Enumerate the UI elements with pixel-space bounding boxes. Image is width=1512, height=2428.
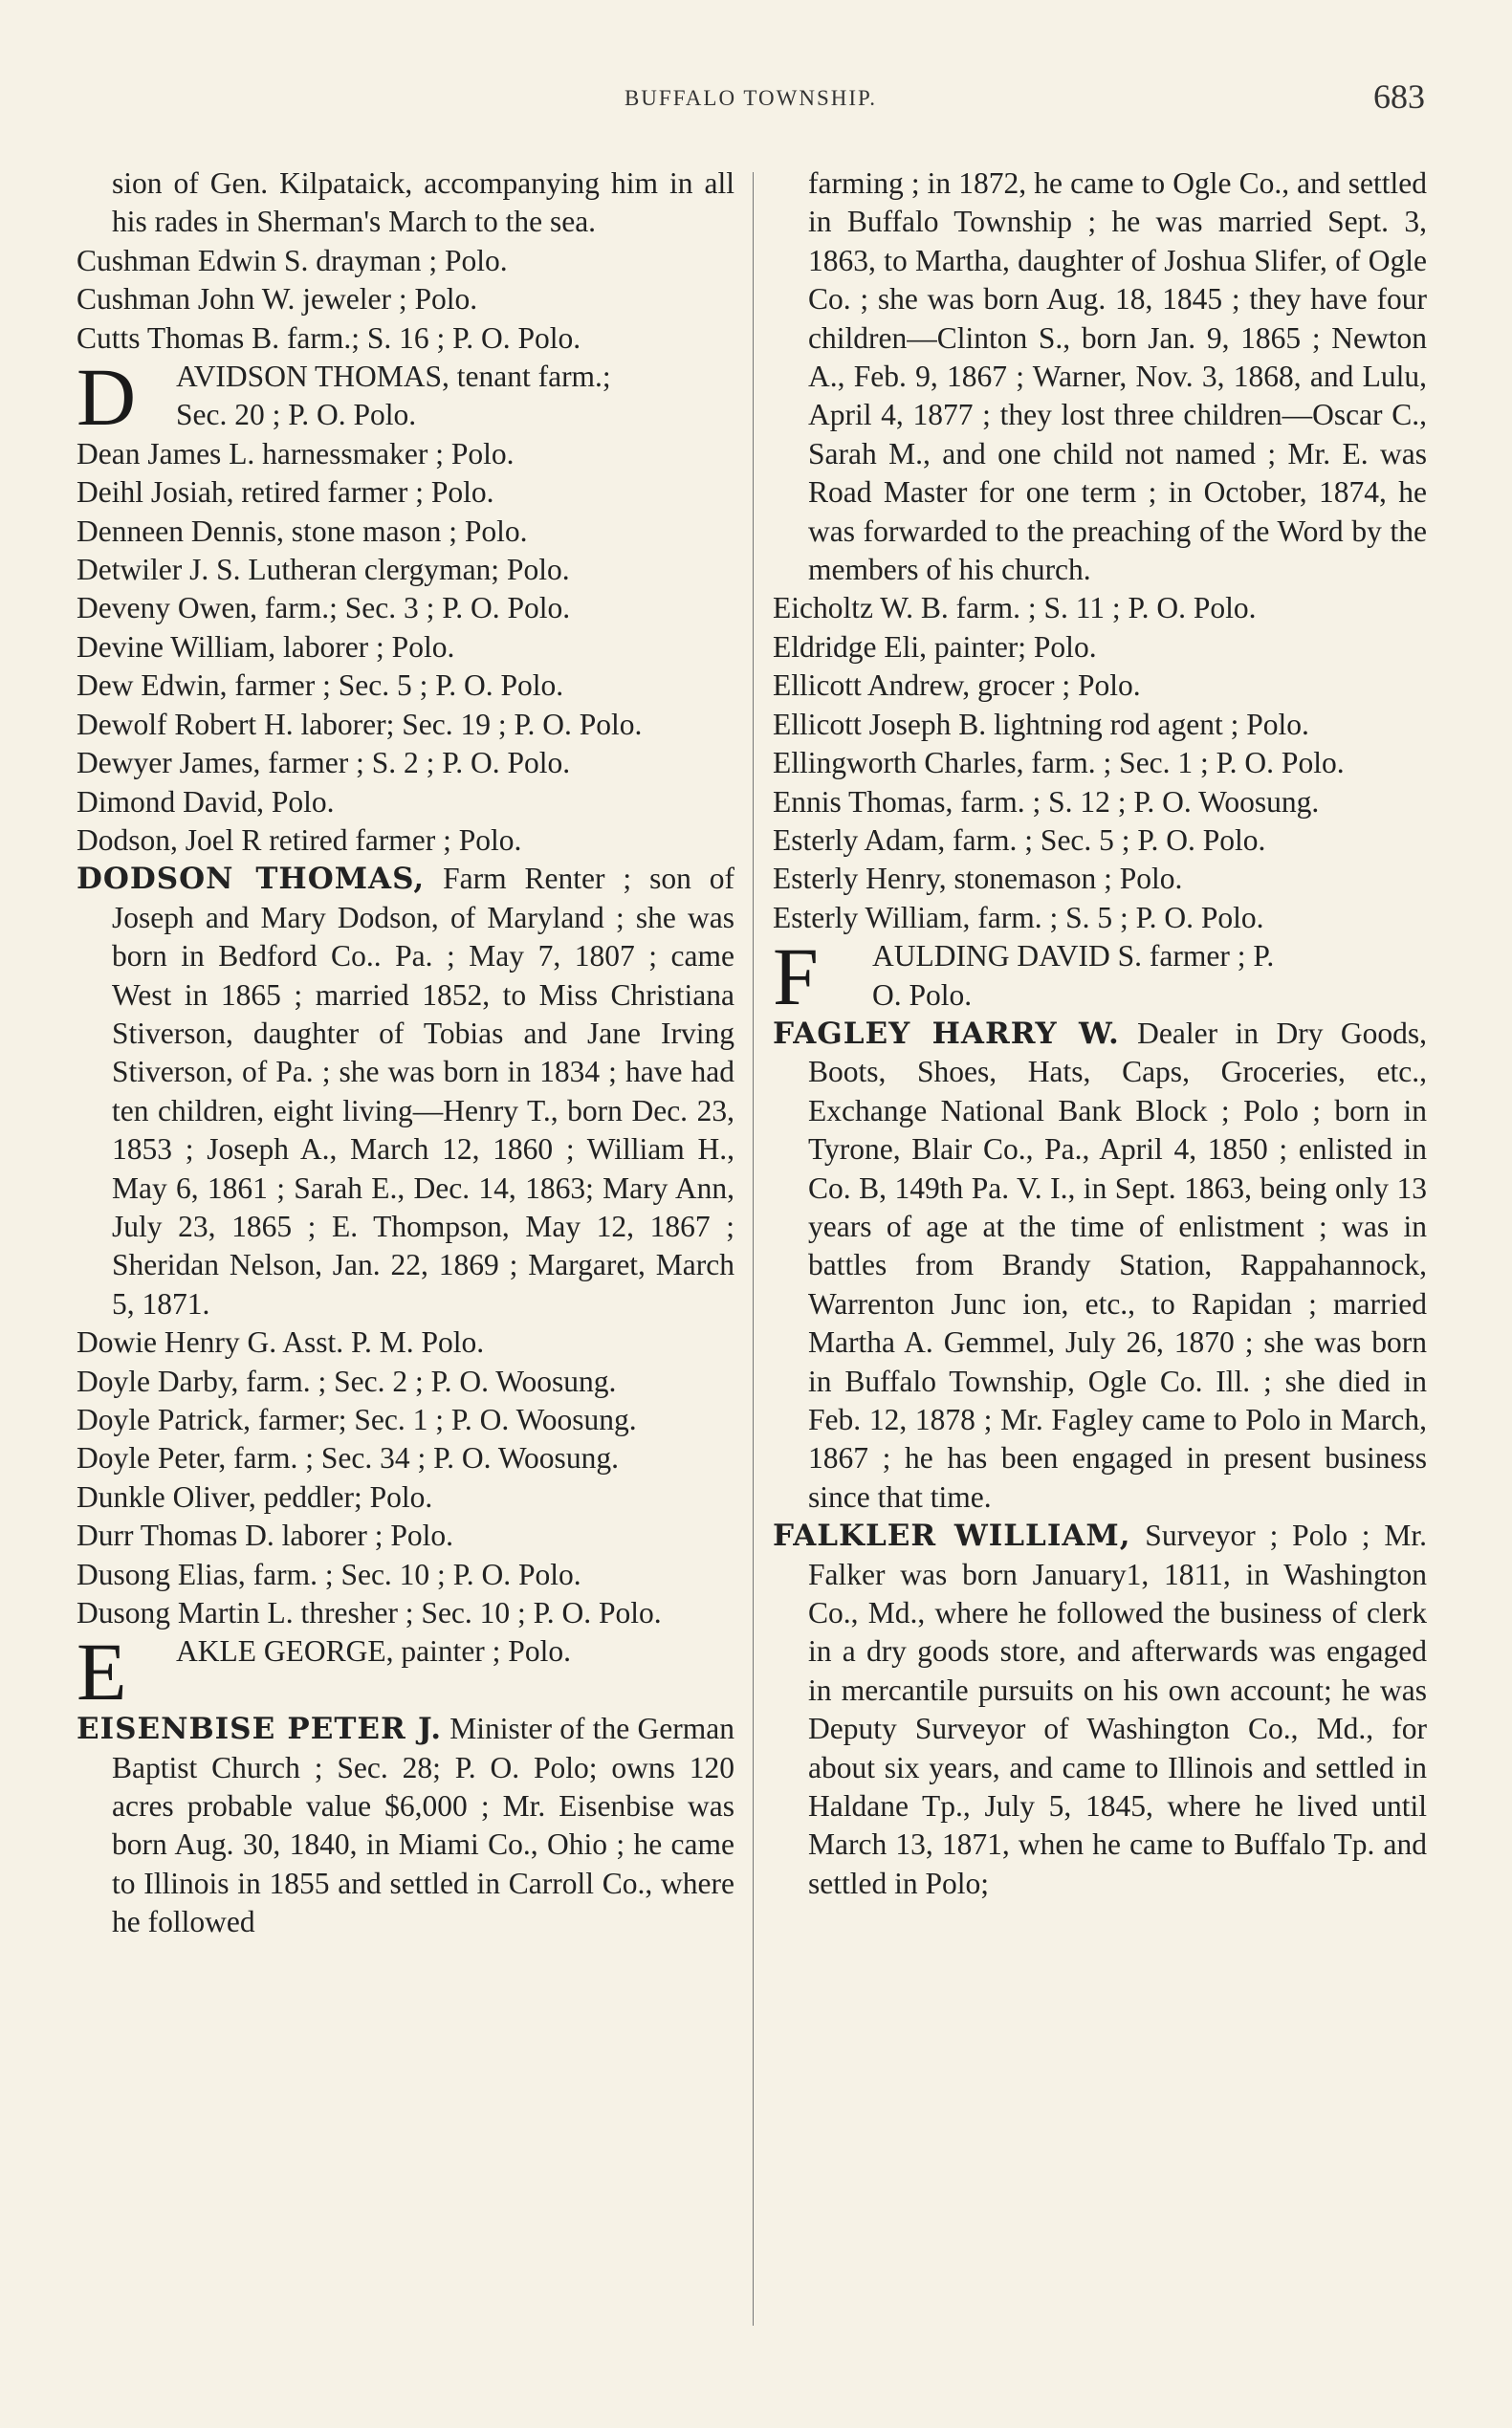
directory-entry: Dunkle Oliver, peddler; Polo.	[77, 1479, 433, 1514]
directory-entry: Doyle Patrick, farmer; Sec. 1 ; P. O. Woosung.	[77, 1403, 637, 1436]
directory-entry: Detwiler J. S. Lutheran clergyman; Polo.	[77, 553, 570, 587]
directory-entry: Cushman Edwin S. drayman ; Polo.	[77, 243, 508, 277]
page-header	[77, 75, 1425, 122]
directory-entry: Eldridge Eli, painter; Polo.	[773, 629, 1097, 664]
directory-entry: AKLE GEORGE, painter ; Polo.	[176, 1634, 571, 1669]
letter-section-e	[77, 1626, 734, 1718]
biography-entry	[77, 1710, 734, 1941]
directory-entry: Dewolf Robert H. laborer; Sec. 19 ; P. O. Polo.	[77, 707, 643, 741]
directory-entry: Ennis Thomas, farm. ; S. 12 ; P. O. Woosung.	[773, 784, 1320, 819]
biography-text: Dealer in Dry Goods, Boots, Shoes, Hats, Caps, Groceries, etc., Exchange National Bank Block ; Polo ; born in Tyrone, Blair Co., Pa., April 4, 1850 ; enlisted in Co. B, 149th Pa. V. I., in Sept. 1863, being only 13 years of age at the time of enlistment ; was in battles from Brandy Station, Rappahannock, Warrenton Junc ion, etc., to Rapidan ; married Martha A. Gemmel, July 26, 1870 ; she was born in Buffalo Township, Ogle Co. Ill. ; she died in Feb. 12, 1878 ; Mr. Fagley came to Polo in March, 1867 ; he has been engaged in present business since that time.	[808, 1016, 1427, 1514]
directory-entry: Esterly William, farm. ; S. 5 ; P. O. Polo.	[773, 900, 1264, 934]
drop-cap: E	[77, 1626, 127, 1718]
directory-entry: Durr Thomas D. laborer ; Polo.	[77, 1519, 453, 1553]
directory-entry: Cushman John W. jeweler ; Polo.	[77, 282, 478, 317]
running-title: BUFFALO TOWNSHIP.	[624, 86, 878, 110]
directory-entry: Dimond David, Polo.	[77, 784, 335, 819]
letter-section-f	[773, 930, 1427, 1023]
directory-entry: Ellicott Joseph B. lightning rod agent ; Polo.	[773, 707, 1309, 741]
directory-entry: sion of Gen. Kilpataick, accompanying him in all his rades in Sherman's March to the sea.	[112, 166, 734, 239]
left-column	[77, 164, 734, 1942]
directory-entry: Dew Edwin, farmer ; Sec. 5 ; P. O. Polo.	[77, 668, 564, 703]
directory-entry: Dusong Elias, farm. ; Sec. 10 ; P. O. Polo.	[77, 1557, 581, 1591]
directory-entry: Doyle Darby, farm. ; Sec. 2 ; P. O. Woosung.	[77, 1364, 617, 1398]
right-column	[773, 164, 1427, 1903]
directory-entry: Doyle Peter, farm. ; Sec. 34 ; P. O. Woosung.	[77, 1441, 619, 1476]
directory-entry: Cutts Thomas B. farm.; S. 16 ; P. O. Polo.	[77, 320, 581, 355]
biography-name: FAGLEY HARRY W.	[773, 1016, 1120, 1051]
page-number: 683	[1373, 77, 1425, 116]
biography-name: FALKLER WILLIAM,	[773, 1519, 1131, 1554]
directory-entry: Denneen Dennis, stone mason ; Polo.	[77, 514, 528, 548]
letter-section-d	[77, 351, 734, 444]
directory-entry-continuation: Sec. 20 ; P. O. Polo.	[176, 398, 417, 432]
drop-cap: F	[773, 930, 819, 1023]
directory-entry: Ellicott Andrew, grocer ; Polo.	[773, 668, 1141, 703]
biography-name: DODSON THOMAS,	[77, 862, 426, 897]
biography-entry	[773, 1517, 1427, 1903]
directory-entry: AULDING DAVID S. farmer ; P.	[872, 939, 1275, 973]
directory-entry: Dodson, Joel R retired farmer ; Polo.	[77, 822, 522, 857]
directory-entry: Dewyer James, farmer ; S. 2 ; P. O. Polo.	[77, 746, 571, 780]
directory-entry: Deveny Owen, farm.; Sec. 3 ; P. O. Polo.	[77, 591, 571, 625]
directory-entry: Eicholtz W. B. farm. ; S. 11 ; P. O. Polo.	[773, 591, 1257, 625]
directory-entry: Deihl Josiah, retired farmer ; Polo.	[77, 475, 494, 510]
directory-entry: Esterly Adam, farm. ; Sec. 5 ; P. O. Polo.	[773, 822, 1266, 857]
directory-entry: Ellingworth Charles, farm. ; Sec. 1 ; P. O. Polo.	[773, 746, 1345, 780]
biography-name: EISENBISE PETER J.	[77, 1712, 443, 1747]
directory-entry-continuation: O. Polo.	[872, 977, 973, 1012]
directory-entry: Dean James L. harnessmaker ; Polo.	[77, 436, 515, 470]
biography-text: Minister of the German Baptist Church ; Sec. 28; P. O. Polo; owns 120 acres probable value $6,000 ; Mr. Eisenbise was born Aug. 30, 1840, in Miami Co., Ohio ; he came to Illinois in 1855 and settled in Carroll Co., where he followed	[112, 1712, 734, 1939]
directory-entry: Esterly Henry, stonemason ; Polo.	[773, 862, 1183, 896]
drop-cap: D	[77, 351, 137, 444]
directory-entry: Devine William, laborer ; Polo.	[77, 629, 455, 664]
biography-continuation: farming ; in 1872, he came to Ogle Co., and settled in Buffalo Township ; he was married Sept. 3, 1863, to Martha, daughter of Joshua Slifer, of Ogle Co. ; she was born Aug. 18, 1845 ; they have four children—Clinton S., born Jan. 9, 1865 ; Newton A., Feb. 9, 1867 ; Warner, Nov. 3, 1868, and Lulu, April 4, 1877 ; they lost three children—Oscar C., Sarah M., and one child not named ; Mr. E. was Road Master for one term ; in October, 1874, he was forwarded to the preaching of the Word by the members of his church.	[808, 166, 1427, 587]
directory-entry: Dowie Henry G. Asst. P. M. Polo.	[77, 1325, 485, 1360]
directory-entry: Dusong Martin L. thresher ; Sec. 10 ; P. O. Polo.	[77, 1596, 662, 1630]
directory-entry: AVIDSON THOMAS, tenant farm.;	[176, 360, 611, 394]
biography-entry	[773, 1015, 1427, 1517]
column-divider	[753, 172, 754, 2326]
biography-text: Surveyor ; Polo ; Mr. Falker was born January1, 1811, in Washington Co., Md., where he followed the business of clerk in a dry goods store, and afterwards was engaged in mercantile pursuits on his own account; he was Deputy Surveyor of Washington Co., Md., for about six years, and came to Illinois and settled in Haldane Tp., July 5, 1845, where he lived until March 13, 1871, when he came to Buffalo Tp. and settled in Polo;	[808, 1519, 1427, 1900]
biography-entry	[77, 860, 734, 1323]
biography-text: Farm Renter ; son of Joseph and Mary Dodson, of Maryland ; she was born in Bedford Co.. Pa. ; May 7, 1807 ; came West in 1865 ; married 1852, to Miss Christiana Stiverson, daughter of Tobias and Jane Irving Stiverson, of Pa. ; she was born in 1834 ; have had ten children, eight living—Henry T., born Dec. 23, 1853 ; Joseph A., March 12, 1860 ; William H., May 6, 1861 ; Sarah E., Dec. 14, 1863; Mary Ann, July 23, 1865 ; E. Thompson, May 12, 1867 ; Sheridan Nelson, Jan. 22, 1869 ; Margaret, March 5, 1871.	[112, 862, 734, 1321]
